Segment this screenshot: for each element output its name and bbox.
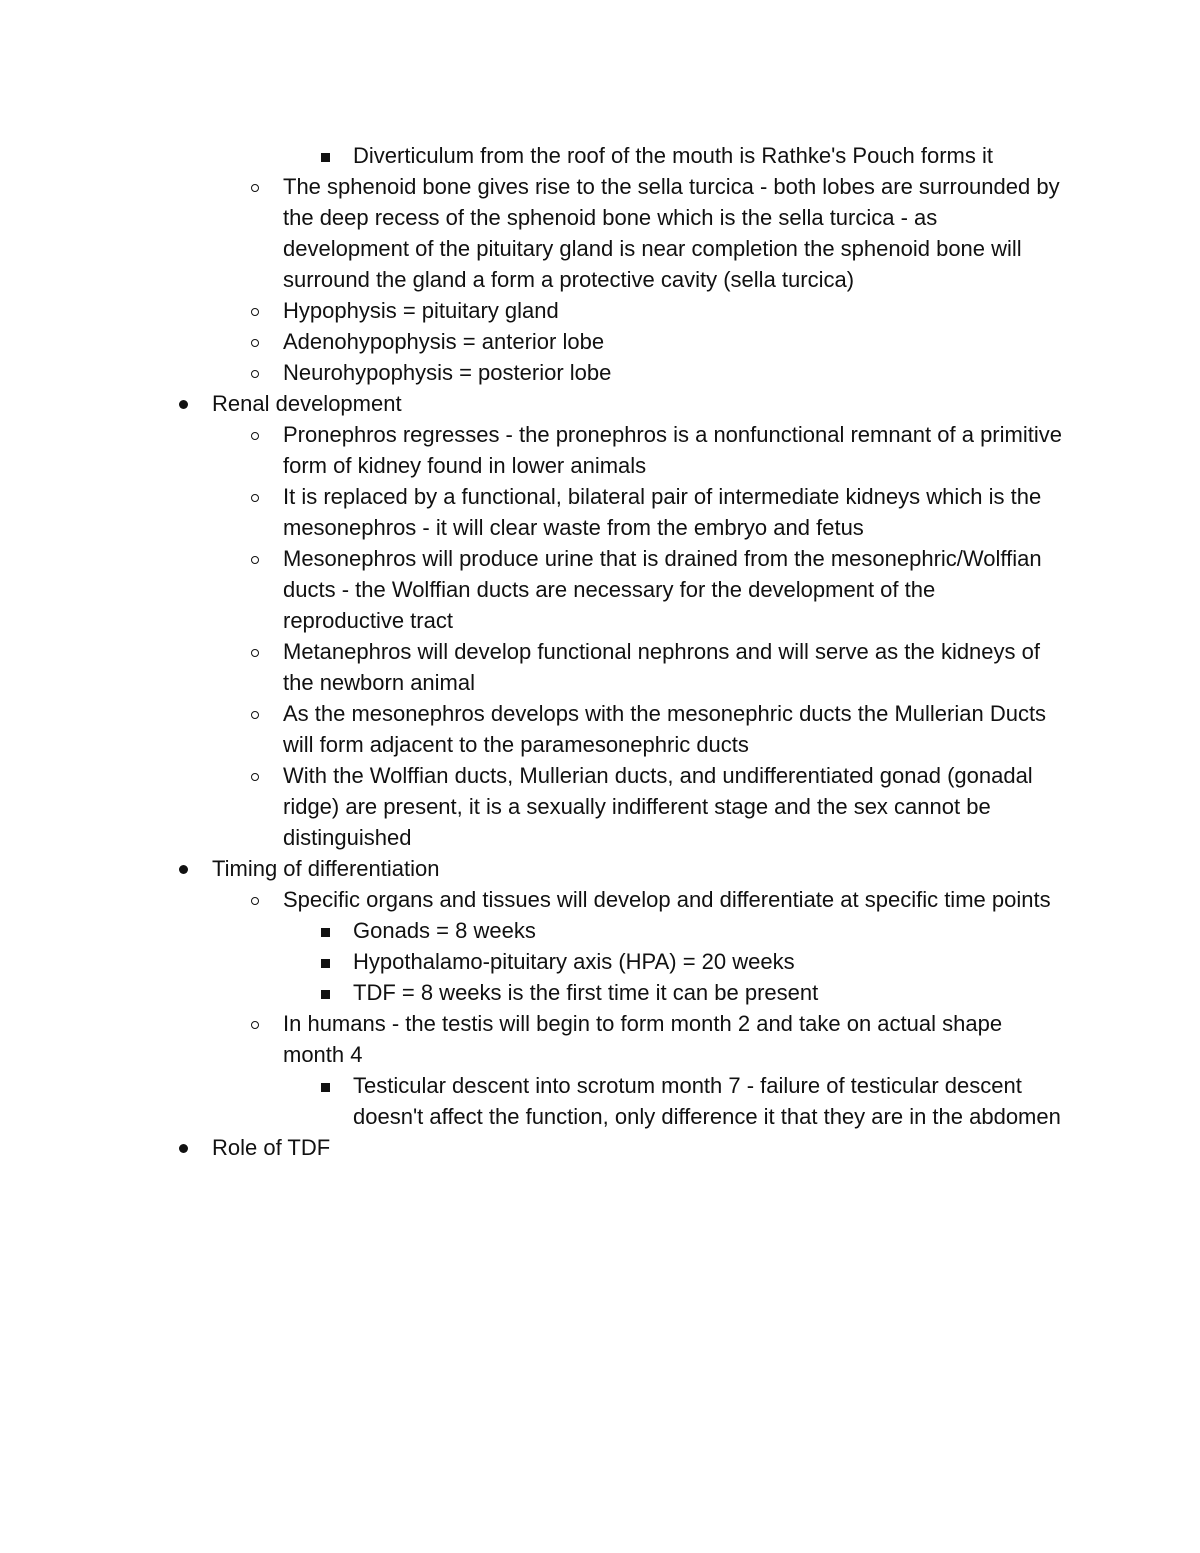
list-item (0, 326, 1062, 357)
list-item (0, 760, 1062, 853)
list-item (0, 636, 1062, 698)
disc-bullet-icon (176, 388, 190, 419)
list-item (0, 698, 1062, 760)
circle-bullet-icon (248, 171, 262, 202)
circle-bullet-icon (248, 419, 262, 450)
list-item-text: Testicular descent into scrotum month 7 - failure of testicular descent doesn't affect the function, only difference it that they are in the abdomen (353, 1073, 1061, 1129)
list-item-text: The sphenoid bone gives rise to the sella turcica - both lobes are surrounded by the deep recess of the sphenoid bone which is the sella turcica - as development of the pituitary gland is near completion the sphenoid bone will surround the gland a form a protective cavity (sella turcica) (283, 174, 1060, 292)
list-item-text: Pronephros regresses - the pronephros is a nonfunctional remnant of a primitive form of kidney found in lower animals (283, 422, 1062, 478)
disc-bullet-icon (176, 853, 190, 884)
square-bullet-icon (318, 977, 332, 1008)
list-item-text: Specific organs and tissues will develop and differentiate at specific time points (283, 887, 1051, 912)
circle-bullet-icon (248, 884, 262, 915)
circle-bullet-icon (248, 1008, 262, 1039)
list-item (0, 481, 1062, 543)
list-item-text: Adenohypophysis = anterior lobe (283, 329, 605, 354)
list-item (0, 419, 1062, 481)
circle-bullet-icon (248, 295, 262, 326)
section-heading: Timing of differentiation (212, 856, 440, 881)
list-item (0, 1132, 1062, 1163)
square-bullet-icon (318, 946, 332, 977)
square-bullet-icon (318, 140, 332, 171)
list-item (0, 295, 1062, 326)
list-item (0, 915, 1062, 946)
section-heading: Renal development (212, 391, 402, 416)
list-item (0, 388, 1062, 419)
circle-bullet-icon (248, 481, 262, 512)
list-item (0, 140, 1062, 171)
list-item-text: In humans - the testis will begin to form month 2 and take on actual shape month 4 (283, 1011, 1003, 1067)
circle-bullet-icon (248, 326, 262, 357)
list-item (0, 1070, 1062, 1132)
list-item-text: Mesonephros will produce urine that is drained from the mesonephric/Wolffian ducts - the Wolffian ducts are necessary for the development of the reproductive tract (283, 546, 1042, 633)
square-bullet-icon (318, 915, 332, 946)
list-item (0, 977, 1062, 1008)
list-item-text: As the mesonephros develops with the mesonephric ducts the Mullerian Ducts will form adjacent to the paramesonephric ducts (283, 701, 1047, 757)
list-item-text: Diverticulum from the roof of the mouth is Rathke's Pouch forms it (353, 143, 993, 168)
list-item-text: TDF = 8 weeks is the first time it can be present (353, 980, 819, 1005)
list-item (0, 946, 1062, 977)
circle-bullet-icon (248, 698, 262, 729)
list-item (0, 1008, 1062, 1070)
document-page (0, 140, 1200, 1163)
list-item (0, 884, 1062, 915)
list-item-text: Metanephros will develop functional nephrons and will serve as the kidneys of the newborn animal (283, 639, 1040, 695)
list-item (0, 543, 1062, 636)
list-item-text: Hypophysis = pituitary gland (283, 298, 559, 323)
list-item-text: It is replaced by a functional, bilateral pair of intermediate kidneys which is the mesonephros - it will clear waste from the embryo and fetus (283, 484, 1042, 540)
disc-bullet-icon (176, 1132, 190, 1163)
list-item-text: Neurohypophysis = posterior lobe (283, 360, 612, 385)
list-item (0, 357, 1062, 388)
circle-bullet-icon (248, 760, 262, 791)
list-item-text: Gonads = 8 weeks (353, 918, 536, 943)
list-item (0, 171, 1062, 295)
list-item-text: With the Wolffian ducts, Mullerian ducts, and undifferentiated gonad (gonadal ridge) are present, it is a sexually indifferent stage and the sex cannot be distinguished (283, 763, 1033, 850)
circle-bullet-icon (248, 636, 262, 667)
list-item (0, 853, 1062, 884)
square-bullet-icon (318, 1070, 332, 1101)
circle-bullet-icon (248, 543, 262, 574)
list-item-text: Hypothalamo-pituitary axis (HPA) = 20 weeks (353, 949, 795, 974)
section-heading: Role of TDF (212, 1135, 331, 1160)
circle-bullet-icon (248, 357, 262, 388)
